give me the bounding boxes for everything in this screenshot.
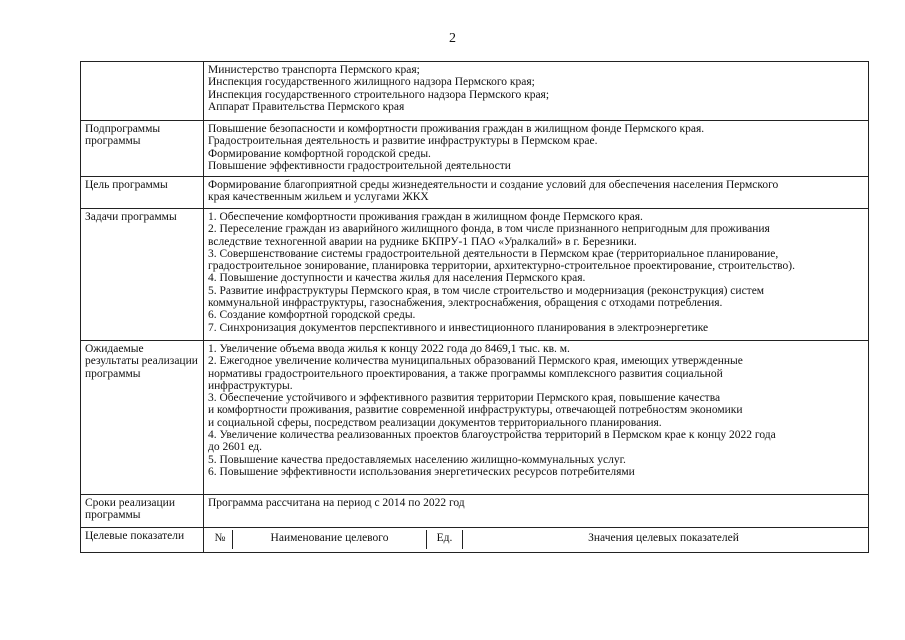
program-passport-table: [80, 61, 869, 553]
text-line: 1. Обеспечение комфортности проживания граждан в жилищном фонде Пермского края.: [208, 211, 643, 223]
row-value-goal: [204, 177, 869, 209]
text-line: Повышение безопасности и комфортности проживания граждан в жилищном фонде Пермского края.: [208, 123, 705, 135]
text-line: Формирование комфортной городской среды.: [208, 147, 431, 160]
text-line: Программа рассчитана на период с 2014 по 2022 год: [208, 497, 465, 509]
text-line: нормативы градостроительного проектирования, а также программы комплексного развития социальной: [208, 367, 723, 380]
table-row-tasks: [81, 209, 869, 341]
text-line: 5. Повышение качества предоставляемых населению жилищно-коммунальных услуг.: [208, 453, 626, 466]
row-label-results: Ожидаемые результаты реализации программы: [81, 341, 204, 495]
row-label-subprograms: Подпрограммы программы: [81, 121, 204, 177]
text-line: Инспекция государственного строительного надзора Пермского края;: [208, 88, 550, 101]
table-row-indicators: [81, 528, 869, 553]
column-header-name: Наименование целевого: [233, 530, 427, 549]
text-line: инфраструктуры.: [208, 379, 293, 392]
text-line: 5. Развитие инфраструктуры Пермского края, в том числе строительство и модернизация (реконструкция) систем: [208, 284, 765, 297]
text-line: 4. Повышение доступности и качества жилья для населения Пермского края.: [208, 272, 586, 285]
text-line: края качественным жильем и услугами ЖКХ: [208, 191, 429, 204]
row-label-goal: Цель программы: [81, 177, 204, 209]
page-number: 2: [449, 31, 456, 46]
table-row-results: [81, 341, 869, 495]
indicators-header-row: [208, 530, 864, 549]
text-line: градостроительное зонирование, планировка территории, архитектурно-строительное проектирование, строительство).: [208, 260, 795, 273]
column-header-values: Значения целевых показателей: [463, 530, 865, 549]
text-line: 6. Создание комфортной городской среды.: [208, 309, 416, 322]
indicators-columns: [204, 528, 869, 553]
text-line: Формирование благоприятной среды жизнедеятельности и создание условий для обеспечения населения Пермского: [208, 179, 779, 191]
row-value-executors: [204, 62, 869, 121]
text-line: коммунальной инфраструктуры, газоснабжения, электроснабжения, обращения с отходами потребления.: [208, 297, 723, 310]
text-line: 3. Совершенствование системы градостроительной деятельности в Пермском крае (территориальное планирование,: [208, 247, 779, 260]
text-line: Аппарат Правительства Пермского края: [208, 100, 405, 113]
row-label-indicators: Целевые показатели: [81, 528, 204, 553]
row-value-subprograms: [204, 121, 869, 177]
text-line: 2. Ежегодное увеличение количества муниципальных образований Пермского края, имеющих утвержденные: [208, 355, 743, 368]
table-row-terms: [81, 495, 869, 528]
text-line: 6. Повышение эффективности использования энергетических ресурсов потребителями: [208, 465, 635, 478]
text-line: и комфортности проживания, развитие современной инфраструктуры, отвечающей потребностям экономики: [208, 404, 743, 417]
table-row-executors: [81, 62, 869, 121]
text-line: до 2601 ед.: [208, 441, 263, 454]
row-value-results: [204, 341, 869, 495]
text-line: 1. Увеличение объема ввода жилья к концу 2022 года до 8469,1 тыс. кв. м.: [208, 343, 570, 355]
text-line: Инспекция государственного жилищного надзора Пермского края;: [208, 76, 535, 89]
row-label-executors: [81, 62, 204, 121]
text-line: Повышение эффективности градостроительной деятельности: [208, 159, 511, 172]
table-row-goal: [81, 177, 869, 209]
text-line: 3. Обеспечение устойчивого и эффективного развития территории Пермского края, повышение качества: [208, 392, 721, 405]
column-header-number: №: [214, 532, 226, 544]
text-line: Градостроительная деятельность и развитие инфраструктуры в Пермском крае.: [208, 135, 598, 148]
row-value-tasks: [204, 209, 869, 341]
column-header-unit: Ед.: [427, 530, 463, 549]
row-label-tasks: Задачи программы: [81, 209, 204, 341]
text-line: 7. Синхронизация документов перспективного и инвестиционного планирования в электроэнергетике: [208, 321, 709, 334]
text-line: 2. Переселение граждан из аварийного жилищного фонда, в том числе признанного непригодным для проживания: [208, 223, 770, 236]
row-label-terms: Сроки реализации программы: [81, 495, 204, 528]
indicators-header-table: [208, 530, 864, 549]
text-line: и социальной сферы, посредством реализации документов территориального планирования.: [208, 416, 662, 429]
row-value-terms: [204, 495, 869, 528]
text-line: 4. Увеличение количества реализованных проектов благоустройства территорий в Пермском крае к концу 2022 года: [208, 429, 776, 442]
table-row-subprograms: [81, 121, 869, 177]
text-line: Министерство транспорта Пермского края;: [208, 64, 420, 76]
text-line: вследствие техногенной аварии на руднике БКПРУ-1 ПАО «Уралкалий» в г. Березники.: [208, 235, 637, 248]
